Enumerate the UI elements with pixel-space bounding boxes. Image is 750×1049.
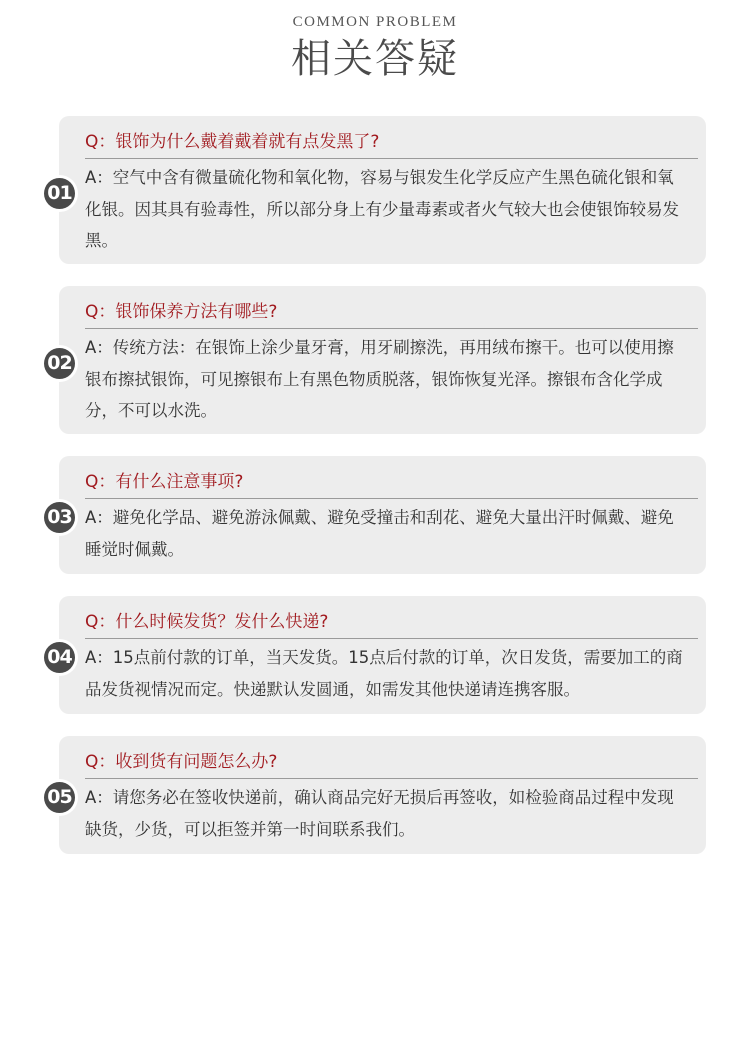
faq-number-badge: 01	[44, 178, 75, 209]
page-header	[0, 12, 750, 84]
faq-question: Q：什么时候发货？发什么快递?	[85, 612, 329, 632]
faq-answer: A：空气中含有微量硫化物和氧化物，容易与银发生化学反应产生黑色硫化银和氧化银。因其具有验毒性，所以部分身上有少量毒素或者火气较大也会使银饰较易发黑。	[85, 168, 679, 250]
faq-number-badge: 03	[44, 502, 75, 533]
faq-question: Q：银饰保养方法有哪些?	[85, 302, 278, 322]
faq-answer: A：传统方法：在银饰上涂少量牙膏，用牙刷擦洗，再用绒布擦干。也可以使用擦银布擦拭银饰，可见擦银布上有黑色物质脱落，银饰恢复光泽。擦银布含化学成分，不可以水洗。	[85, 338, 674, 420]
faq-answer: A：避免化学品、避免游泳佩戴、避免受撞击和刮花、避免大量出汗时佩戴、避免睡觉时佩戴。	[85, 508, 674, 559]
faq-question: Q：收到货有问题怎么办?	[85, 752, 278, 772]
faq-divider	[85, 498, 698, 499]
faq-number-badge: 05	[44, 782, 75, 813]
faq-question: Q：有什么注意事项?	[85, 472, 244, 492]
faq-answer: A：请您务必在签收快递前，确认商品完好无损后再签收，如检验商品过程中发现缺货，少货，可以拒签并第一时间联系我们。	[85, 788, 674, 839]
faq-answer: A：15点前付款的订单，当天发货。15点后付款的订单，次日发货，需要加工的商品发货视情况而定。快递默认发圆通，如需发其他快递请连携客服。	[85, 648, 683, 699]
faq-card-01	[47, 116, 706, 264]
faq-card-02	[47, 286, 706, 434]
page-title: 相关答疑	[291, 36, 459, 82]
faq-card-05	[47, 736, 706, 854]
faq-card-03	[47, 456, 706, 574]
faq-card-04	[47, 596, 706, 714]
page-subtitle: COMMON PROBLEM	[292, 14, 458, 30]
faq-question: Q：银饰为什么戴着戴着就有点发黑了?	[85, 132, 380, 152]
faq-divider	[85, 778, 698, 779]
faq-number-badge: 04	[44, 642, 75, 673]
faq-number-badge: 02	[44, 348, 75, 379]
faq-divider	[85, 158, 698, 159]
faq-divider	[85, 638, 698, 639]
faq-divider	[85, 328, 698, 329]
